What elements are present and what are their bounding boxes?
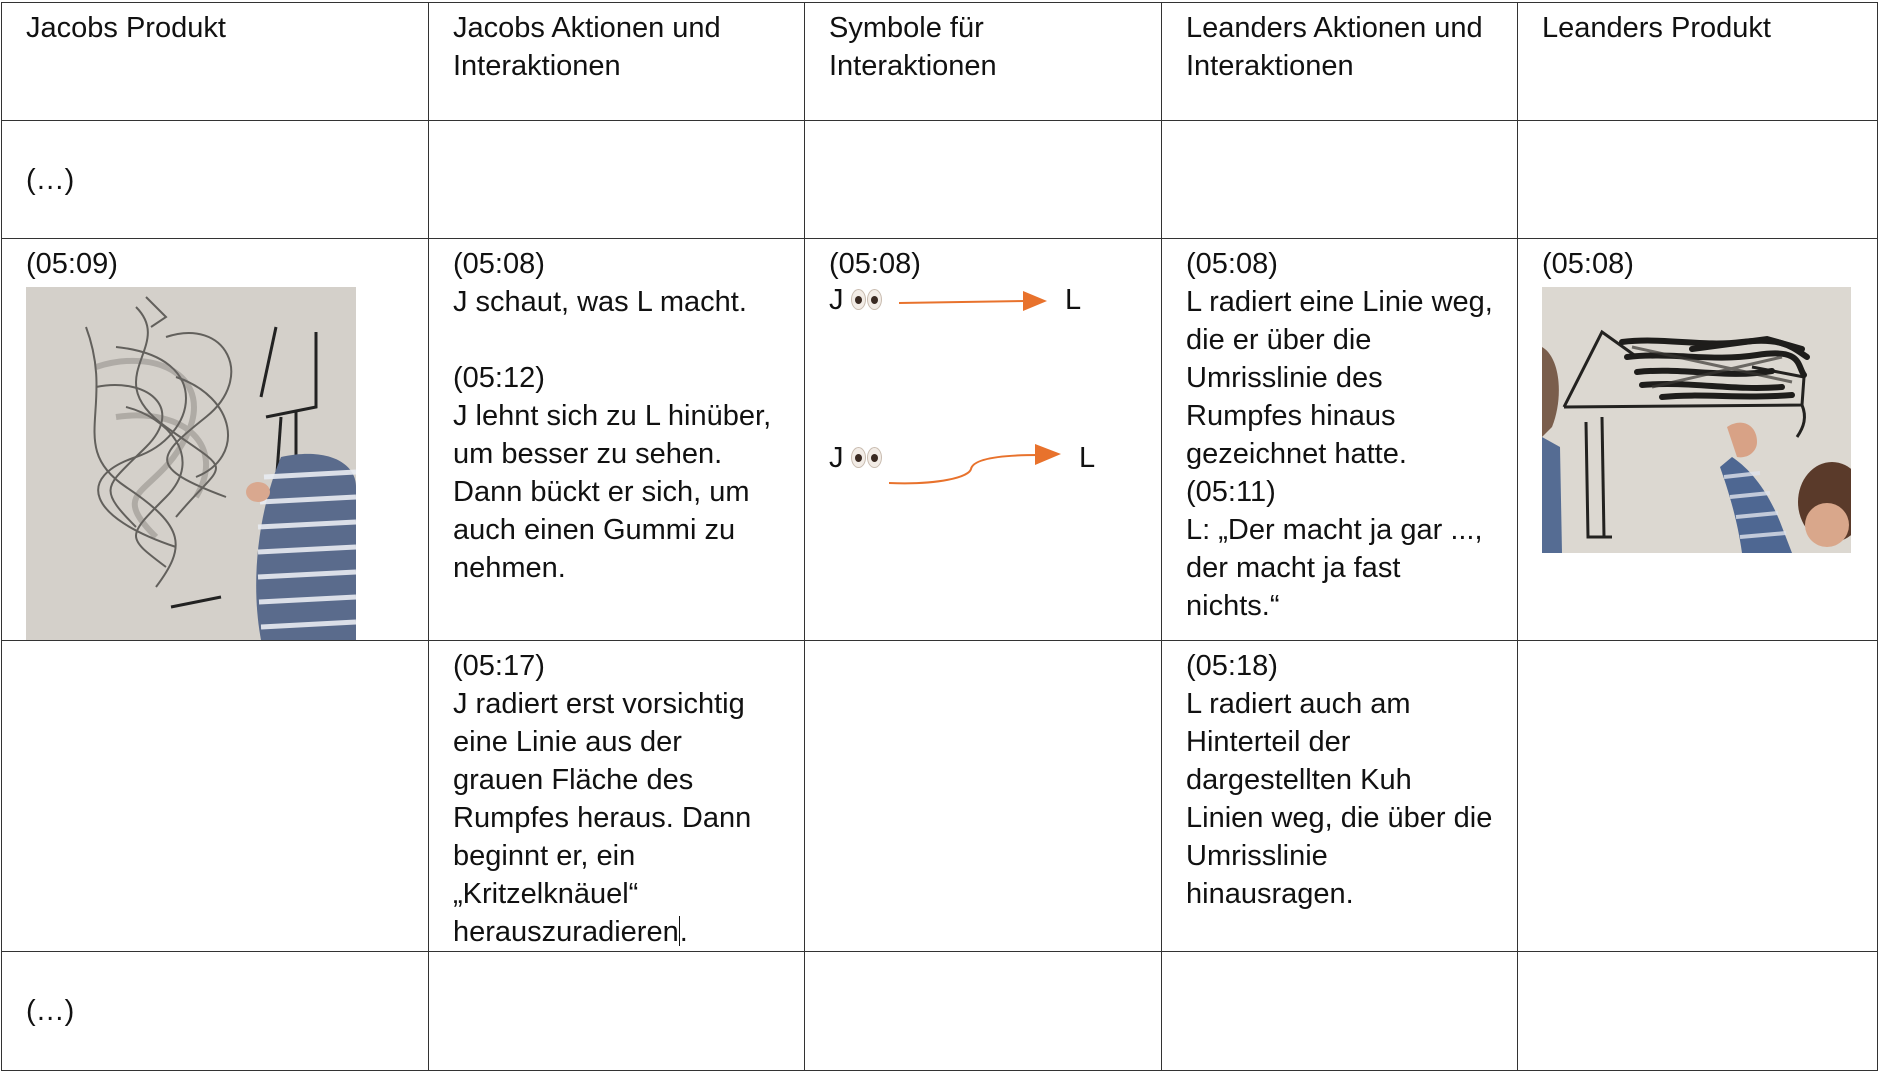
table-row: [2, 239, 1878, 641]
curved-arrow-icon: [889, 425, 1089, 495]
header-leanders-aktionen: Leanders Aktionen und Interaktionen: [1162, 3, 1518, 121]
timestamp: (05:08): [1186, 248, 1278, 280]
symbol-to: L: [1079, 442, 1096, 474]
ellipsis-cell: (…): [2, 121, 429, 239]
eyes-icon: [851, 287, 883, 311]
ellipsis-cell: (…): [2, 952, 429, 1071]
header-row: [2, 3, 1878, 121]
header-leanders-produkt: Leanders Produkt: [1518, 3, 1878, 121]
leander-drawing-still-image: [1542, 287, 1851, 553]
action-text: L radiert eine Linie weg, die er über die Umrisslinie des Rumpfes hinaus gezeichnet hatte.: [1186, 286, 1493, 470]
action-text: J radiert erst vorsichtig eine Linie aus der grauen Fläche des Rumpfes heraus. Dann beginnt er, ein „Kritzelknäuel“ herauszuradieren.: [453, 688, 752, 948]
leander-product-cell: [1518, 239, 1878, 641]
timestamp: (05:18): [1186, 650, 1278, 682]
symbol-row-looking: [829, 281, 1129, 321]
timestamp: (05:08): [1542, 248, 1634, 280]
timestamp: (05:08): [829, 248, 921, 280]
table-row: [2, 641, 1878, 952]
action-quote-text: L: „Der macht ja gar ..., der macht ja fast nichts.“: [1186, 514, 1483, 622]
symbol-to: L: [1065, 284, 1082, 316]
action-text: J schaut, was L macht.: [453, 286, 747, 318]
symbol-from: J: [829, 442, 844, 474]
empty-cell: [805, 121, 1162, 239]
empty-cell: [2, 641, 429, 952]
symbols-cell: [805, 239, 1162, 641]
header-jacobs-aktionen: Jacobs Aktionen und Interaktionen: [429, 3, 805, 121]
arrow-right-icon: [899, 285, 1059, 319]
empty-cell: [429, 121, 805, 239]
jacob-actions-cell: [429, 239, 805, 641]
timestamp: (05:08): [453, 248, 545, 280]
symbol-from: J: [829, 284, 844, 316]
eyes-icon: [851, 445, 883, 469]
empty-cell: [429, 952, 805, 1071]
timestamp: (05:09): [26, 248, 118, 280]
timestamp: (05:17): [453, 650, 545, 682]
header-jacobs-produkt: Jacobs Produkt: [2, 3, 429, 121]
table-row: [2, 121, 1878, 239]
table-row: [2, 952, 1878, 1071]
empty-cell: [1162, 121, 1518, 239]
leander-actions-cell: [1162, 239, 1518, 641]
empty-cell: [1518, 641, 1878, 952]
jacob-product-cell: [2, 239, 429, 641]
header-symbole: Symbole für Interaktionen: [805, 3, 1162, 121]
empty-cell: [1518, 121, 1878, 239]
transcript-table: [1, 2, 1878, 1071]
action-text: L radiert auch am Hinterteil der dargestellten Kuh Linien weg, die über die Umrisslinie hinausragen.: [1186, 688, 1493, 910]
empty-cell: [1162, 952, 1518, 1071]
symbol-row-leaning: [829, 439, 1129, 499]
empty-cell: [805, 952, 1162, 1071]
empty-cell: [805, 641, 1162, 952]
timestamp: (05:11): [1186, 476, 1276, 508]
timestamp: (05:12): [453, 362, 545, 394]
action-text: J lehnt sich zu L hinüber, um besser zu sehen. Dann bückt er sich, um auch einen Gummi zu nehmen.: [453, 400, 772, 584]
jacob-drawing-still-image: [26, 287, 356, 640]
empty-cell: [1518, 952, 1878, 1071]
jacob-actions-cell: [429, 641, 805, 952]
leander-actions-cell: [1162, 641, 1518, 952]
